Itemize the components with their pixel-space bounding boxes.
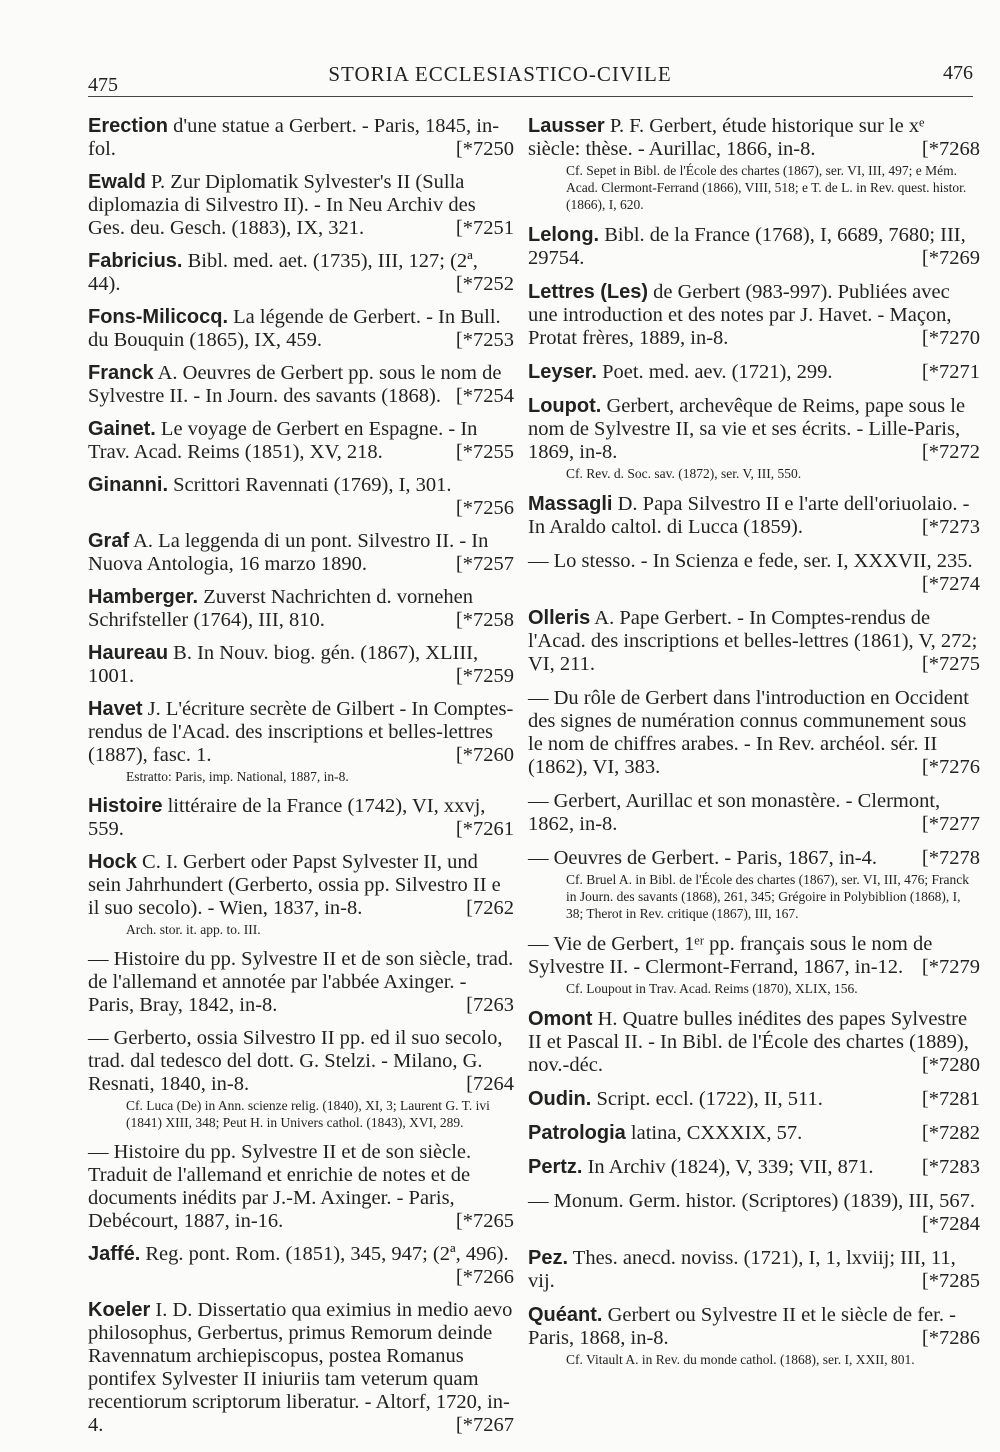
entry-author: Lelong. xyxy=(528,224,600,246)
bibliography-entry xyxy=(88,1027,514,1131)
right-column xyxy=(528,115,980,1379)
entry-text: C. I. Gerbert oder Papst Sylvester II, und sein Jahrhundert (Gerberto, ossia pp. Silvestro II e il suo secolo). - Wien, 1837, in-8. xyxy=(88,851,501,919)
bibliography-entry xyxy=(88,642,514,688)
entry-text: Poet. med. aev. (1721), 299. xyxy=(602,361,833,383)
entry-text: de Gerbert (983-997). Publiées avec une introduction et des notes par J. Havet. - Maçon, Protat frères, 1889, in-8. xyxy=(528,281,952,349)
entry-number: [*7282 xyxy=(921,1122,980,1144)
entry-number: [7262 xyxy=(466,897,514,919)
entry-number: [*7256 xyxy=(455,497,514,519)
entry-text: — Gerberto, ossia Silvestro II pp. ed il suo secolo, trad. dal tedesco del dott. G. Stelzi. - Milano, G. Resnati, 1840, in-8. xyxy=(88,1027,503,1095)
entry-text: Le voyage de Gerbert en Espagne. - In Trav. Acad. Reims (1851), XV, 218. xyxy=(88,418,478,463)
entry-text: P. F. Gerbert, étude historique sur le xᵉ siècle: thèse. - Aurillac, 1866, in-8. xyxy=(528,115,925,160)
entry-number: [*7266 xyxy=(455,1266,514,1288)
entry-text: I. D. Dissertatio qua eximius in medio aevo philosophus, Gerbertus, primus Remorum deinde Ravennatum archiepiscopus, postea Romanus pontifex Sylvester II iniuriis tam veterum quam recentiorum scriptorum liberatur. - Altorf, 1720, in-4. xyxy=(88,1299,513,1436)
entry-author: Franck xyxy=(88,362,154,384)
entry-text: D. Papa Silvestro II e l'arte dell'oriuolaio. - In Araldo caltol. di Lucca (1859). xyxy=(528,493,970,538)
entry-number: [*7279 xyxy=(921,956,980,978)
entry-text: P. Zur Diplomatik Sylvester's II (Sulla diplomazia di Silvestro II). - In Neu Archiv des Ges. deu. Gesch. (1883), IX, 321. xyxy=(88,171,476,239)
entry-text: littéraire de la France (1742), VI, xxvj, 559. xyxy=(88,795,486,840)
left-column xyxy=(88,115,514,1447)
entry-number: [*7250 xyxy=(455,138,514,160)
entry-author: Fabricius. xyxy=(88,250,183,272)
entry-number: [*7286 xyxy=(921,1327,980,1349)
entry-number: [*7269 xyxy=(921,247,980,269)
entry-number: [*7260 xyxy=(455,744,514,766)
entry-note: Cf. Loupout in Trav. Acad. Reims (1870), XLIX, 156. xyxy=(566,981,858,996)
entry-note: Cf. Rev. d. Soc. sav. (1872), ser. V, III, 550. xyxy=(566,466,802,481)
entry-text: La légende de Gerbert. - In Bull. du Bouquin (1865), IX, 459. xyxy=(88,306,501,351)
entry-author: Hamberger. xyxy=(88,586,199,608)
entry-text: Bibl. de la France (1768), I, 6689, 7680; III, 29754. xyxy=(528,224,966,269)
entry-text: latina, CXXXIX, 57. xyxy=(630,1122,803,1144)
entry-text: — Lo stesso. - In Scienza e fede, ser. I, XXXVII, 235. xyxy=(528,550,973,572)
bibliography-entry xyxy=(528,1088,980,1111)
entry-author: Pertz. xyxy=(528,1156,583,1178)
bibliography-entry xyxy=(88,586,514,632)
entry-number: [*7251 xyxy=(455,217,514,239)
entry-text: Gerbert, archevêque de Reims, pape sous le nom de Sylvestre II, sa vie et ses écrits. - Lille-Paris, 1869, in-8. xyxy=(528,395,966,463)
bibliography-entry xyxy=(88,171,514,240)
bibliography-entry xyxy=(88,948,514,1017)
entry-author: Omont xyxy=(528,1008,593,1030)
entry-author: Loupot. xyxy=(528,395,602,417)
bibliography-entry xyxy=(88,362,514,408)
entry-text: Thes. anecd. noviss. (1721), I, 1, lxviij; III, 11, vij. xyxy=(528,1247,956,1292)
entry-author: Erection xyxy=(88,115,169,137)
entry-text: Scrittori Ravennati (1769), I, 301. xyxy=(173,474,452,496)
entry-text: — Vie de Gerbert, 1ᵉʳ pp. français sous le nom de Sylvestre II. - Clermont-Ferrand, 1867, in-12. xyxy=(528,933,933,978)
entry-author: Lettres (Les) xyxy=(528,281,649,303)
entry-number: [*7258 xyxy=(455,609,514,631)
entry-number: [*7255 xyxy=(455,441,514,463)
bibliography-entry xyxy=(528,1190,980,1236)
page-header xyxy=(0,60,1000,100)
bibliography-entry xyxy=(88,418,514,464)
bibliography-entry xyxy=(88,474,514,520)
entry-author: Oudin. xyxy=(528,1088,592,1110)
entry-author: Histoire xyxy=(88,795,163,817)
entry-text: — Gerbert, Aurillac et son monastère. - Clermont, 1862, in-8. xyxy=(528,790,941,835)
entry-text: Reg. pont. Rom. (1851), 345, 947; (2ª, 496). xyxy=(145,1243,509,1265)
entry-author: Ginanni. xyxy=(88,474,168,496)
bibliography-entry xyxy=(528,1156,980,1179)
entry-author: Leyser. xyxy=(528,361,597,383)
entry-text: — Histoire du pp. Sylvestre II et de son siècle, trad. de l'allemand et annotée par l'abbée Axinger. - Paris, Bray, 1842, in-8. xyxy=(88,948,514,1016)
bibliography-entry xyxy=(88,851,514,938)
entry-number: [*7270 xyxy=(921,327,980,349)
entry-number: [*7283 xyxy=(921,1156,980,1178)
running-title: STORIA ECCLESIASTICO-CIVILE xyxy=(328,62,672,86)
entry-number: [*7261 xyxy=(455,818,514,840)
bibliography-entry xyxy=(528,361,980,384)
entry-number: [*7268 xyxy=(921,138,980,160)
entry-text: B. In Nouv. biog. gén. (1867), XLIII, 1001. xyxy=(88,642,479,687)
entry-author: Patrologia xyxy=(528,1122,626,1144)
bibliography-entry xyxy=(528,493,980,539)
entry-text: — Du rôle de Gerbert dans l'introduction en Occident des signes de numération connus communement sous le nom de chiffres arabes. - In Rev. archéol. sér. II (1862), VI, 383. xyxy=(528,687,969,778)
entry-author: Havet xyxy=(88,698,143,720)
entry-author: Graf xyxy=(88,530,130,552)
bibliography-entry xyxy=(528,847,980,922)
entry-number: [*7254 xyxy=(455,385,514,407)
entry-number: [*7275 xyxy=(921,653,980,675)
bibliography-entry xyxy=(528,607,980,676)
entry-author: Ewald xyxy=(88,171,146,193)
bibliography-entry xyxy=(528,550,980,596)
entry-text: J. L'écriture secrète de Gilbert - In Comptes-rendus de l'Acad. des inscriptions et belles-lettres (1887), fasc. 1. xyxy=(88,698,514,766)
entry-author: Koeler xyxy=(88,1299,151,1321)
entry-number: [*7281 xyxy=(921,1088,980,1110)
entry-number: [*7277 xyxy=(921,813,980,835)
bibliography-entry xyxy=(88,795,514,841)
entry-text: — Oeuvres de Gerbert. - Paris, 1867, in-4. xyxy=(528,847,877,869)
bibliography-entry xyxy=(528,281,980,350)
entry-text: — Monum. Germ. histor. (Scriptores) (1839), III, 567. xyxy=(528,1190,975,1212)
entry-author: Hock xyxy=(88,851,137,873)
bibliography-entry xyxy=(528,790,980,836)
entry-author: Gainet. xyxy=(88,418,156,440)
entry-author: Fons-Milicocq. xyxy=(88,306,228,328)
bibliography-entry xyxy=(88,1299,514,1437)
entry-number: [*7285 xyxy=(921,1270,980,1292)
bibliography-entry xyxy=(88,306,514,352)
entry-number: [*7284 xyxy=(921,1213,980,1235)
entry-number: [*7253 xyxy=(455,329,514,351)
entry-number: [*7257 xyxy=(455,553,514,575)
entry-number: [*7274 xyxy=(921,573,980,595)
entry-number: [*7267 xyxy=(455,1414,514,1436)
entry-number: [*7278 xyxy=(921,847,980,869)
header-rule xyxy=(88,96,973,97)
entry-text: Script. eccl. (1722), II, 511. xyxy=(596,1088,823,1110)
page-number-right: 476 xyxy=(943,62,973,84)
entry-number: [*7265 xyxy=(455,1210,514,1232)
entry-author: Haureau xyxy=(88,642,169,664)
entry-author: Lausser xyxy=(528,115,605,137)
entry-number: [*7273 xyxy=(921,516,980,538)
entry-note: Cf. Vitault A. in Rev. du monde cathol. (1868), ser. I, XXII, 801. xyxy=(566,1352,915,1367)
entry-text: Bibl. med. aet. (1735), III, 127; (2ª, 44). xyxy=(88,250,478,295)
entry-text: In Archiv (1824), V, 339; VII, 871. xyxy=(587,1156,874,1178)
entry-note: Cf. Luca (De) in Ann. scienze relig. (1840), XI, 3; Laurent G. T. ivi (1841) XIII, 348; Peut H. in Univers cathol. (1843), XVI, 289. xyxy=(126,1098,490,1130)
entry-note: Cf. Sepet in Bibl. de l'École des chartes (1867), ser. VI, III, 497; e Mém. Acad. Clermont-Ferrand (1866), VIII, 518; e T. de L. in Rev. quest. histor. (1866), I, 620. xyxy=(566,163,967,212)
entry-author: Quéant. xyxy=(528,1304,603,1326)
bibliography-entry xyxy=(528,933,980,997)
page-number-left: 475 xyxy=(88,74,118,96)
entry-note: Cf. Bruel A. in Bibl. de l'École des chartes (1867), ser. VI, III, 476; Franck in Journ. des savants (1868), 261, 345; Grégoire in Polybiblion (1868), I, 38; Therot in Rev. critique (1867), III, 167. xyxy=(566,872,969,921)
bibliography-entry xyxy=(528,115,980,213)
entry-number: [*7271 xyxy=(921,361,980,383)
entry-number: [7264 xyxy=(466,1073,514,1095)
entry-author: Olleris xyxy=(528,607,591,629)
bibliography-entry xyxy=(528,1122,980,1145)
entry-number: [*7280 xyxy=(921,1054,980,1076)
bibliography-entry xyxy=(88,1243,514,1289)
bibliography-entry xyxy=(528,395,980,482)
entry-text: — Histoire du pp. Sylvestre II et de son siècle. Traduit de l'allemand et enrichie de notes et de documents inédits par J.-M. Axinger. - Paris, Debécourt, 1887, in-16. xyxy=(88,1141,472,1232)
entry-note: Estratto: Paris, imp. National, 1887, in-8. xyxy=(126,769,349,784)
bibliography-entry xyxy=(88,250,514,296)
bibliography-entry xyxy=(88,1141,514,1233)
bibliography-entry xyxy=(528,687,980,779)
bibliography-entry xyxy=(528,1247,980,1293)
entry-number: [*7259 xyxy=(455,665,514,687)
entry-author: Massagli xyxy=(528,493,613,515)
bibliography-entry xyxy=(528,224,980,270)
entry-number: [*7276 xyxy=(921,756,980,778)
entry-number: [*7252 xyxy=(455,273,514,295)
entry-note: Arch. stor. it. app. to. III. xyxy=(126,922,261,937)
bibliography-entry xyxy=(88,530,514,576)
entry-text: A. Pape Gerbert. - In Comptes-rendus de l'Acad. des inscriptions et belles-lettres (1861), V, 272; VI, 211. xyxy=(528,607,978,675)
entry-text: A. Oeuvres de Gerbert pp. sous le nom de Sylvestre II. - In Journ. des savants (1868). xyxy=(88,362,502,407)
bibliography-entry xyxy=(88,115,514,161)
bibliography-entry xyxy=(88,698,514,785)
entry-text: d'une statue a Gerbert. - Paris, 1845, in-fol. xyxy=(88,115,500,160)
entry-number: [*7272 xyxy=(921,441,980,463)
entry-text: A. La leggenda di un pont. Silvestro II. - In Nuova Antologia, 16 marzo 1890. xyxy=(88,530,489,575)
entry-author: Pez. xyxy=(528,1247,569,1269)
bibliography-entry xyxy=(528,1008,980,1077)
entry-author: Jaffé. xyxy=(88,1243,141,1265)
entry-text: Gerbert ou Sylvestre II et le siècle de fer. - Paris, 1868, in-8. xyxy=(528,1304,956,1349)
entry-text: H. Quatre bulles inédites des papes Sylvestre II et Pascal II. - In Bibl. de l'École des chartes (1889), nov.-déc. xyxy=(528,1008,969,1076)
entry-text: Zuverst Nachrichten d. vornehen Schrifsteller (1764), III, 810. xyxy=(88,586,474,631)
bibliography-entry xyxy=(528,1304,980,1368)
entry-number: [7263 xyxy=(466,994,514,1016)
